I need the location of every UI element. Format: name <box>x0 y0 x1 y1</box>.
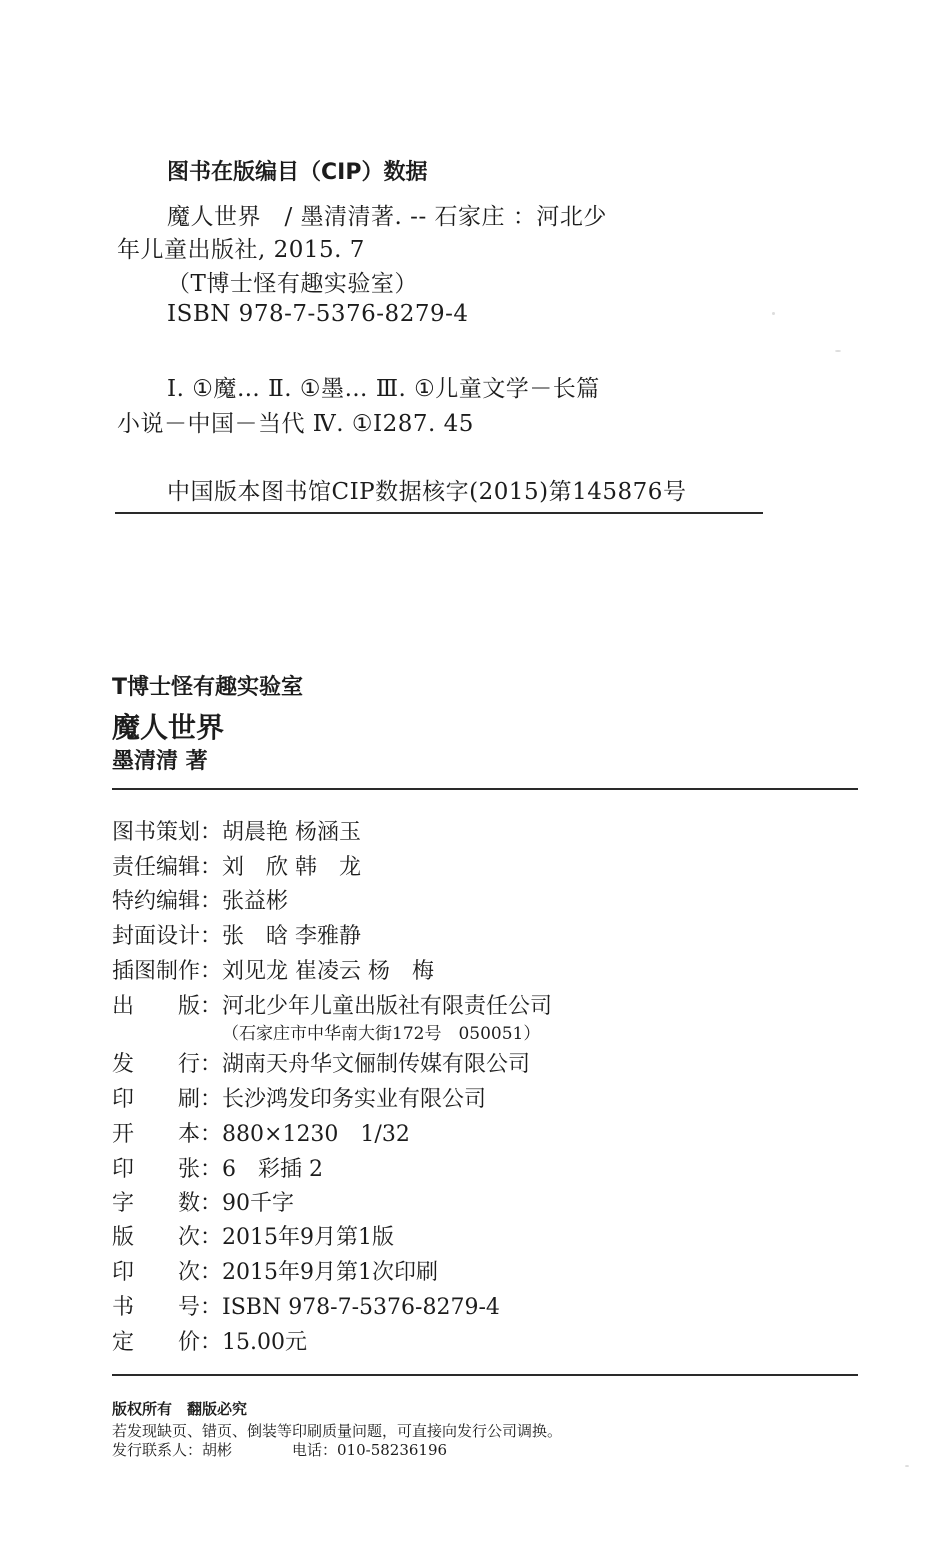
detail-value: ISBN 978-7-5376-8279-4 <box>222 1295 500 1320</box>
detail-row <box>112 1290 500 1321</box>
cip-line-7: 中国版本图书馆CIP数据核字(2015)第145876号 <box>167 479 687 505</box>
credit-value: 张益彬 <box>222 889 289 914</box>
credit-value: 胡晨艳 杨涵玉 <box>222 820 362 845</box>
credit-value: 刘见龙 崔凌云 杨 梅 <box>222 959 435 984</box>
detail-value: 880×1230 1/32 <box>222 1122 410 1147</box>
detail-row <box>112 1255 438 1286</box>
scan-speck <box>835 350 841 352</box>
detail-value: 15.00元 <box>222 1330 307 1355</box>
credit-label: 封面设计： <box>112 924 223 949</box>
credit-value: 张 晗 李雅静 <box>222 924 362 949</box>
credit-row <box>112 954 434 985</box>
credit-row <box>112 850 361 881</box>
detail-label: 书 号： <box>112 1295 223 1320</box>
publisher-address: （石家庄市中华南大街172号 050051） <box>222 1024 541 1044</box>
detail-label: 印 次： <box>112 1260 223 1285</box>
publisher-row <box>112 989 552 1020</box>
cip-line-5: Ⅰ. ①魔… Ⅱ. ①墨… Ⅲ. ①儿童文学－长篇 <box>167 376 600 402</box>
book-title: 魔人世界 <box>112 711 225 744</box>
detail-value: 2015年9月第1版 <box>222 1225 394 1250</box>
detail-row <box>112 1220 394 1251</box>
publisher-value: 河北少年儿童出版社有限责任公司 <box>222 994 553 1019</box>
credit-value: 刘 欣 韩 龙 <box>222 855 362 880</box>
heading-divider <box>112 788 858 790</box>
credit-label: 特约编辑： <box>112 889 223 914</box>
credit-label: 图书策划： <box>112 820 223 845</box>
detail-row <box>112 1082 486 1113</box>
detail-value: 长沙鸿发印务实业有限公司 <box>222 1087 487 1112</box>
scan-speck <box>905 1465 909 1467</box>
detail-value: 湖南天舟华文俪制传媒有限公司 <box>222 1052 531 1077</box>
detail-label: 开 本： <box>112 1122 223 1147</box>
series-name: T博士怪有趣实验室 <box>112 675 304 700</box>
detail-value: 6 彩插 2 <box>222 1157 324 1182</box>
cip-line-1: 魔人世界 / 墨清清著. -- 石家庄 ：河北少 <box>167 204 607 230</box>
book-author: 墨清清 著 <box>112 749 208 774</box>
cip-line-2: 年儿童出版社, 2015. 7 <box>117 237 365 263</box>
detail-row <box>112 1186 294 1217</box>
cip-divider <box>115 512 763 514</box>
credit-row <box>112 884 288 915</box>
cip-line-3: （T博士怪有趣实验室） <box>167 271 418 297</box>
cip-line-4: ISBN 978-7-5376-8279-4 <box>167 301 469 327</box>
cip-header: 图书在版编目（CIP）数据 <box>167 160 428 185</box>
detail-value: 2015年9月第1次印刷 <box>222 1260 438 1285</box>
detail-row <box>112 1325 307 1356</box>
detail-label: 字 数： <box>112 1191 223 1216</box>
credit-label: 责任编辑： <box>112 855 223 880</box>
cip-line-6: 小说－中国－当代 Ⅳ. ①I287. 45 <box>117 411 474 437</box>
detail-label: 印 张： <box>112 1157 223 1182</box>
quality-notice: 若发现缺页、错页、倒装等印刷质量问题，可直接向发行公司调换。 <box>112 1422 563 1440</box>
credit-label: 插图制作： <box>112 959 223 984</box>
detail-row <box>112 1152 323 1183</box>
credit-row <box>112 919 361 950</box>
publisher-label: 出 版： <box>112 994 223 1019</box>
footer-divider <box>112 1374 858 1376</box>
rights-notice: 版权所有 翻版必究 <box>112 1400 248 1418</box>
contact-line: 发行联系人：胡彬 电话：010-58236196 <box>112 1441 448 1459</box>
detail-row <box>112 1117 410 1148</box>
credit-row <box>112 815 361 846</box>
detail-label: 版 次： <box>112 1225 223 1250</box>
scan-speck <box>772 312 775 315</box>
detail-row <box>112 1047 530 1078</box>
detail-label: 定 价： <box>112 1330 223 1355</box>
detail-value: 90千字 <box>222 1191 295 1216</box>
detail-label: 发 行： <box>112 1052 223 1077</box>
detail-label: 印 刷： <box>112 1087 223 1112</box>
